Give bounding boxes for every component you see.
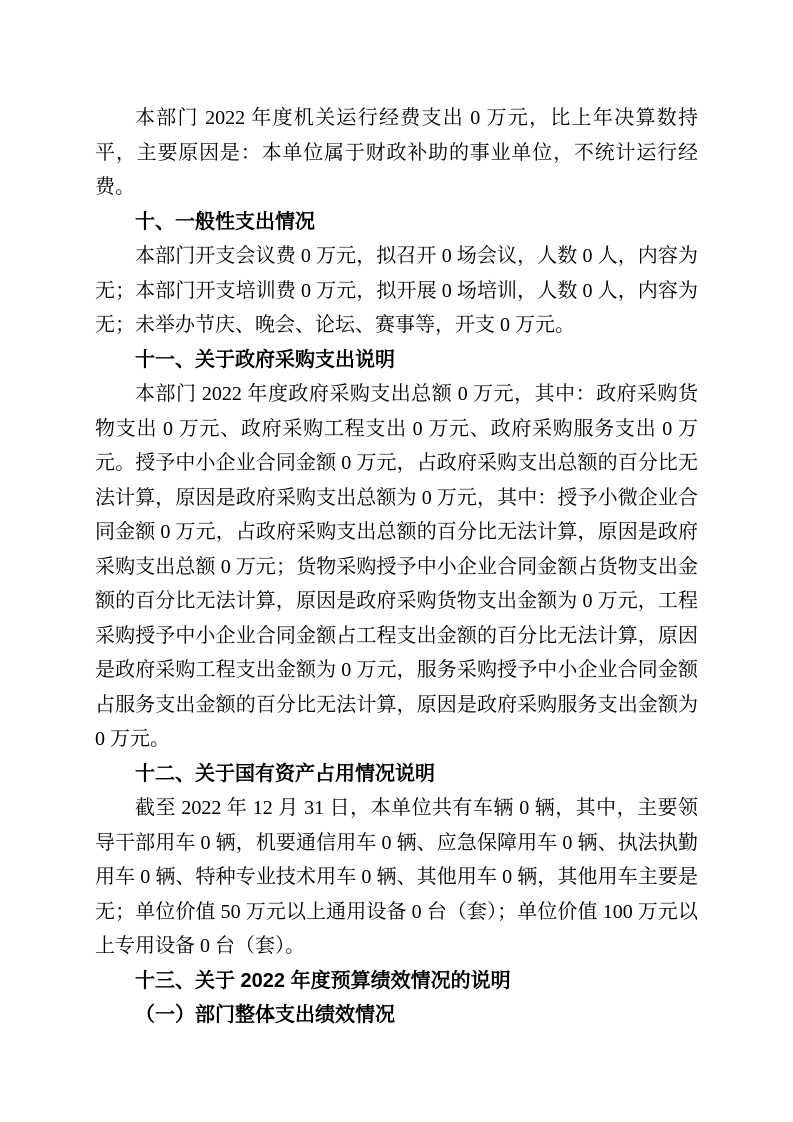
heading-section-13: 十三、关于 2022 年度预算绩效情况的说明 <box>135 969 511 992</box>
paragraph-state-assets: 截至 2022 年 12 月 31 日，本单位共有车辆 0 辆，其中，主要领导干部用车 0 辆，机要通信用车 0 辆、应急保障用车 0 辆、执法执勤用车 0 辆、特种专业技术用车 0 辆、其他用车 0 辆，其他用车主要是无；单位价值 50 万元以上通用设备 0 台（套）；单位价值 100 万元以上专用设备 0 台（套）。 <box>95 797 698 957</box>
paragraph-general-expenditure: 本部门开支会议费 0 万元，拟召开 0 场会议，人数 0 人，内容为无；本部门开支培训费 0 万元，拟开展 0 场培训，人数 0 人，内容为无；未举办节庆、晚会、论坛、赛事等，开支 0 万元。 <box>95 245 698 336</box>
paragraph-government-procurement: 本部门 2022 年度政府采购支出总额 0 万元，其中：政府采购货物支出 0 万元、政府采购工程支出 0 万元、政府采购服务支出 0 万元。授予中小企业合同金额 0 万元，占政府采购支出总额的百分比无法计算，原因是政府采购支出总额为 0 万元，其中：授予小微企业合同金额 0 万元，占政府采购支出总额的百分比无法计算，原因是政府采购支出总额 0 万元；货物采购授予中小企业合同金额占货物支出金额的百分比无法计算，原因是政府采购货物支出金额为 0 万元，工程采购授予中小企业合同金额占工程支出金额的百分比无法计算，原因是政府采购工程支出金额为 0 万元，服务采购授予中小企业合同金额占服务支出金额的百分比无法计算，原因是政府采购服务支出金额为 0 万元。 <box>95 383 698 750</box>
heading-section-12: 十二、关于国有资产占用情况说明 <box>135 762 435 785</box>
subheading-13-1: （一）部门整体支出绩效情况 <box>135 1004 395 1026</box>
paragraph-operating-expense: 本部门 2022 年度机关运行经费支出 0 万元，比上年决算数持平，主要原因是：本单位属于财政补助的事业单位，不统计运行经费。 <box>95 107 698 198</box>
heading-section-11: 十一、关于政府采购支出说明 <box>135 348 395 371</box>
heading-section-10: 十、一般性支出情况 <box>135 210 315 233</box>
